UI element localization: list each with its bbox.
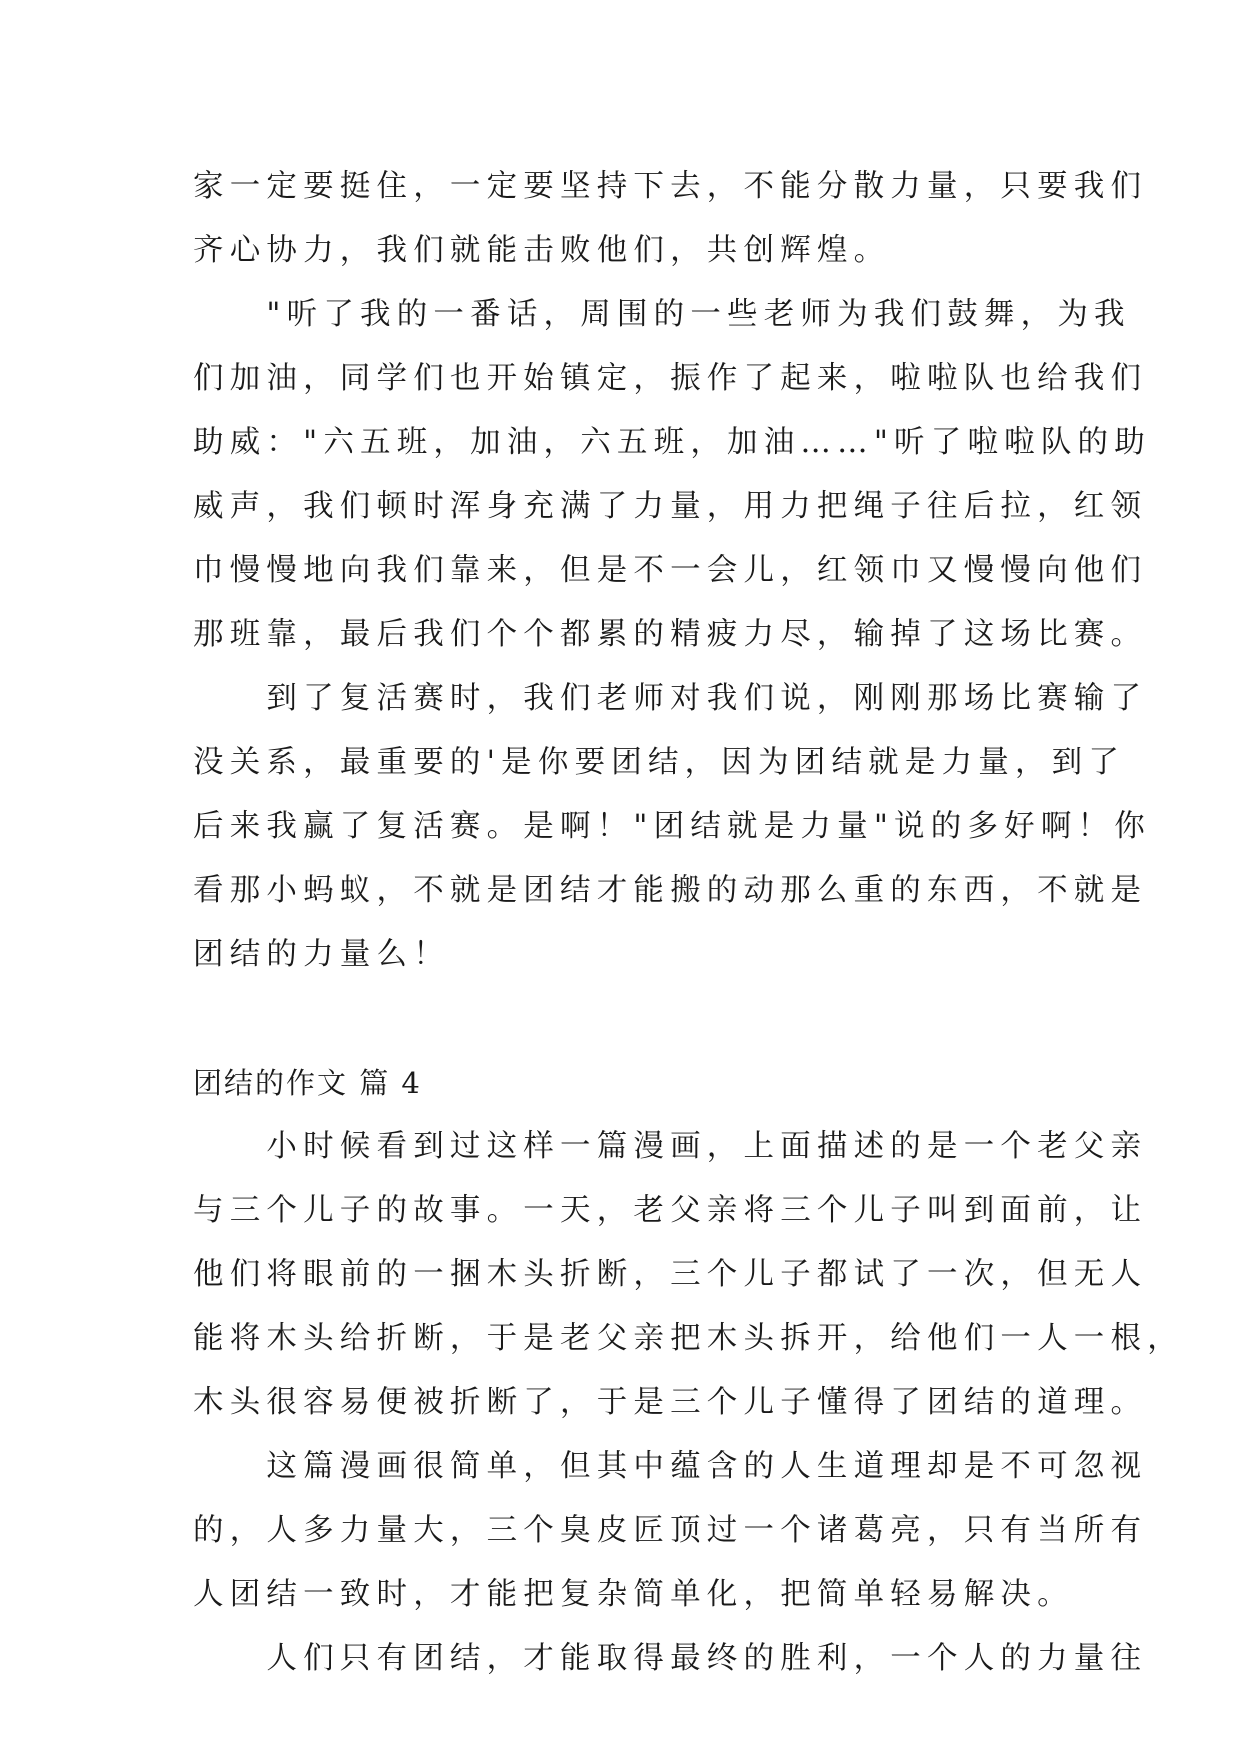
paragraph-cheer [193, 283, 1151, 667]
text-line: 与三个儿子的故事。一天，老父亲将三个儿子叫到面前，让 [193, 1193, 1148, 1228]
text-line: 他们将眼前的一捆木头折断，三个儿子都试了一次，但无人 [193, 1257, 1148, 1292]
paragraph-lesson [193, 1435, 1148, 1627]
text-line: 到了复活赛时，我们老师对我们说，刚刚那场比赛输了 [193, 681, 1148, 716]
paragraph-story [193, 1115, 1184, 1435]
text-line: 人们只有团结，才能取得最终的胜利，一个人的力量往 [193, 1641, 1148, 1676]
text-line: 团结的力量么！ [193, 937, 450, 972]
text-line: 们加油，同学们也开始镇定，振作了起来，啦啦队也给我们 [193, 361, 1148, 396]
document-body [193, 155, 1184, 1691]
text-line: 后来我赢了复活赛。是啊！"团结就是力量"说的多好啊！你 [193, 809, 1151, 844]
paragraph-final [193, 1627, 1148, 1691]
text-line: 这篇漫画很简单，但其中蕴含的人生道理却是不可忽视 [193, 1449, 1148, 1484]
text-line: 的，人多力量大，三个臭皮匠顶过一个诸葛亮，只有当所有 [193, 1513, 1148, 1548]
text-line: 木头很容易便被折断了，于是三个儿子懂得了团结的道理。 [193, 1385, 1148, 1420]
text-line: 看那小蚂蚁，不就是团结才能搬的动那么重的东西，不就是 [193, 873, 1148, 908]
section-spacer [193, 987, 1053, 1051]
text-line: 那班靠，最后我们个个都累的精疲力尽，输掉了这场比赛。 [193, 617, 1148, 652]
text-line: 家一定要挺住，一定要坚持下去，不能分散力量，只要我们 [193, 169, 1148, 204]
section-heading: 团结的作文 篇 4 [193, 1066, 422, 1100]
text-line: 能将木头给折断，于是老父亲把木头拆开，给他们一人一根， [193, 1321, 1184, 1356]
text-line: "听了我的一番话，周围的一些老师为我们鼓舞，为我 [193, 297, 1131, 332]
text-line: 人团结一致时，才能把复杂简单化，把简单轻易解决。 [193, 1577, 1074, 1612]
paragraph-continued [193, 155, 1148, 283]
text-line: 助威："六五班，加油，六五班，加油……"听了啦啦队的助 [193, 425, 1151, 460]
text-line: 齐心协力，我们就能击败他们，共创辉煌。 [193, 233, 891, 268]
text-line: 威声，我们顿时浑身充满了力量，用力把绳子往后拉，红领 [193, 489, 1148, 524]
paragraph-revival [193, 667, 1151, 987]
text-line: 没关系，最重要的'是你要团结，因为团结就是力量，到了 [193, 745, 1126, 780]
text-line: 巾慢慢地向我们靠来，但是不一会儿，红领巾又慢慢向他们 [193, 553, 1148, 588]
text-line: 小时候看到过这样一篇漫画，上面描述的是一个老父亲 [193, 1129, 1148, 1164]
